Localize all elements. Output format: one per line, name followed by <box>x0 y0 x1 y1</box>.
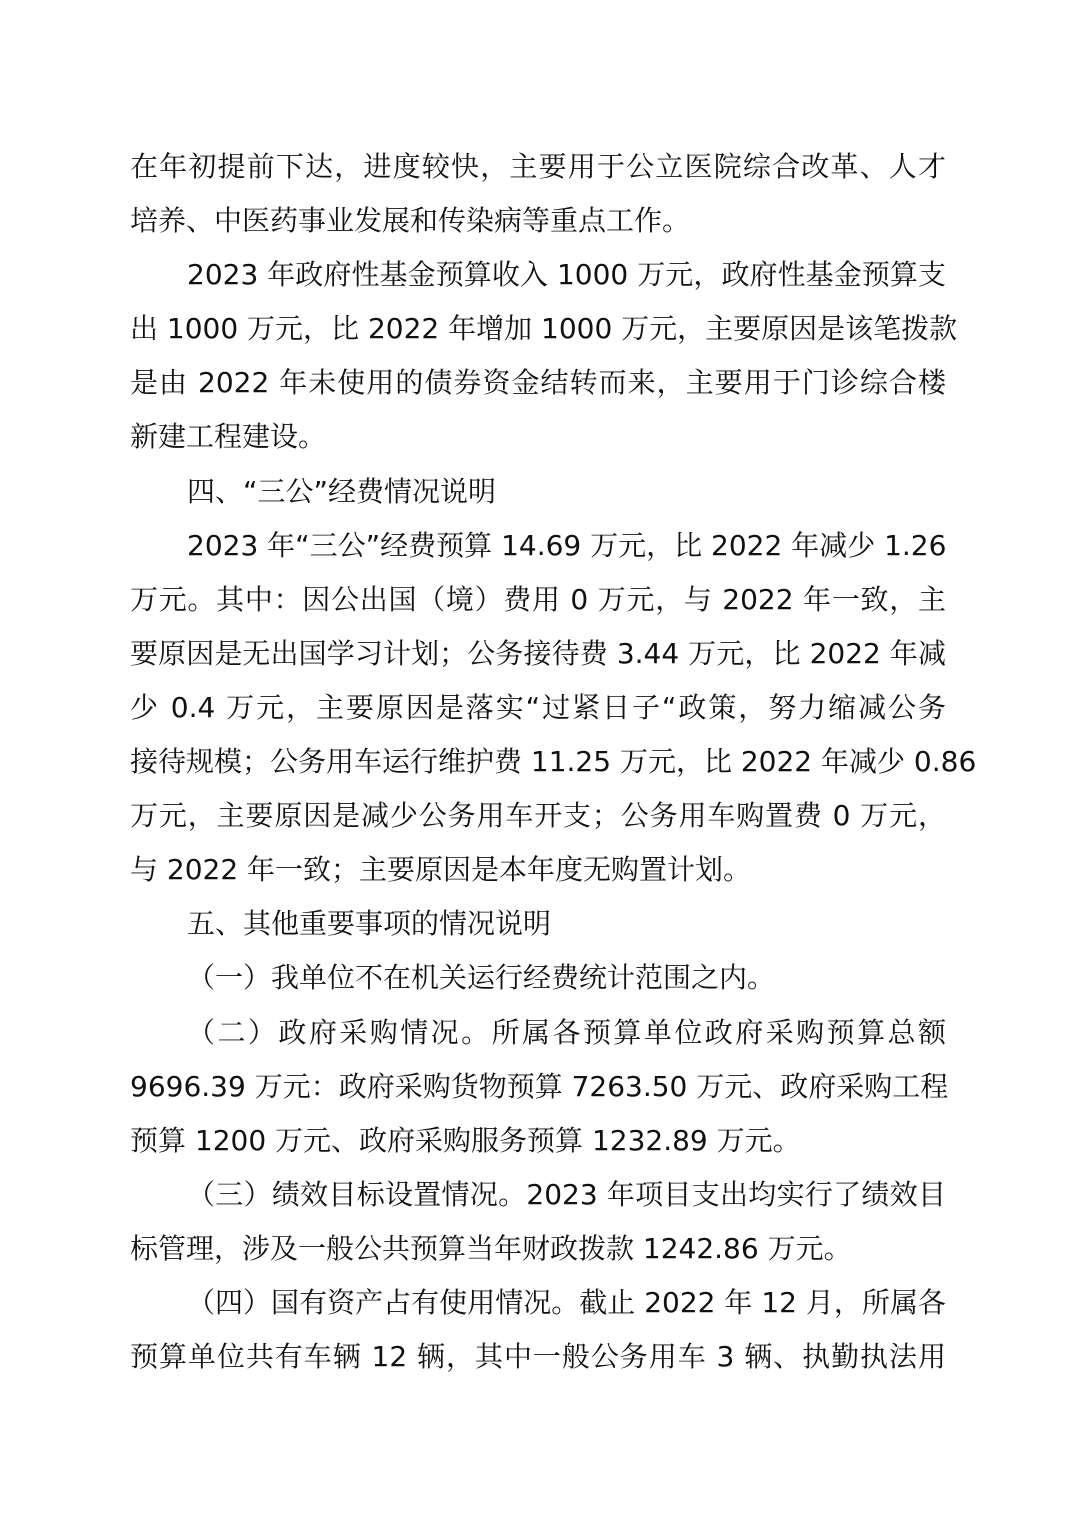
paragraph-start-line: （二）政府采购情况。所属各预算单位政府采购预算总额 <box>187 1015 946 1049</box>
paragraph-start-line: （四）国有资产占有使用情况。截止 2022 年 12 月，所属各 <box>187 1285 946 1319</box>
text-line: 万元。其中：因公出国（境）费用 0 万元，与 2022 年一致，主 <box>130 582 946 616</box>
text-line: 预算 1200 万元、政府采购服务预算 1232.89 万元。 <box>130 1123 801 1157</box>
text-line: 要原因是无出国学习计划；公务接待费 3.44 万元，比 2022 年减 <box>130 636 946 670</box>
text-line: 9696.39 万元：政府采购货物预算 7263.50 万元、政府采购工程 <box>130 1069 949 1103</box>
text-line: 是由 2022 年未使用的债券资金结转而来，主要用于门诊综合楼 <box>130 366 946 400</box>
paragraph-start-line: 2023 年政府性基金预算收入 1000 万元，政府性基金预算支 <box>187 258 946 292</box>
section-heading: 五、其他重要事项的情况说明 <box>187 907 552 941</box>
paragraph-start-line: （三）绩效目标设置情况。2023 年项目支出均实行了绩效目 <box>187 1177 946 1211</box>
text-line: 标管理，涉及一般公共预算当年财政拨款 1242.86 万元。 <box>130 1231 852 1265</box>
paragraph-start-line: 2023 年“三公”经费预算 14.69 万元，比 2022 年减少 1.26 <box>187 528 947 562</box>
text-line: 与 2022 年一致；主要原因是本年度无购置计划。 <box>130 853 752 887</box>
body-text <box>130 140 977 1384</box>
text-line: 预算单位共有车辆 12 辆，其中一般公务用车 3 辆、执勤执法用 <box>130 1340 946 1374</box>
text-line: 新建工程建设。 <box>130 420 327 454</box>
paragraph-start-line: （一）我单位不在机关运行经费统计范围之内。 <box>187 961 776 995</box>
text-line: 培养、中医药事业发展和传染病等重点工作。 <box>130 204 691 238</box>
text-line: 出 1000 万元，比 2022 年增加 1000 万元，主要原因是该笔拨款 <box>130 312 958 346</box>
text-line: 少 0.4 万元，主要原因是落实“过紧日子“政策，努力缩减公务 <box>130 690 946 724</box>
section-heading: 四、“三公”经费情况说明 <box>187 474 497 508</box>
text-line: 万元，主要原因是减少公务用车开支；公务用车购置费 0 万元， <box>130 799 946 833</box>
text-line: 在年初提前下达，进度较快，主要用于公立医院综合改革、人才 <box>130 150 946 183</box>
text-line: 接待规模；公务用车运行维护费 11.25 万元，比 2022 年减少 0.86 <box>130 745 977 779</box>
